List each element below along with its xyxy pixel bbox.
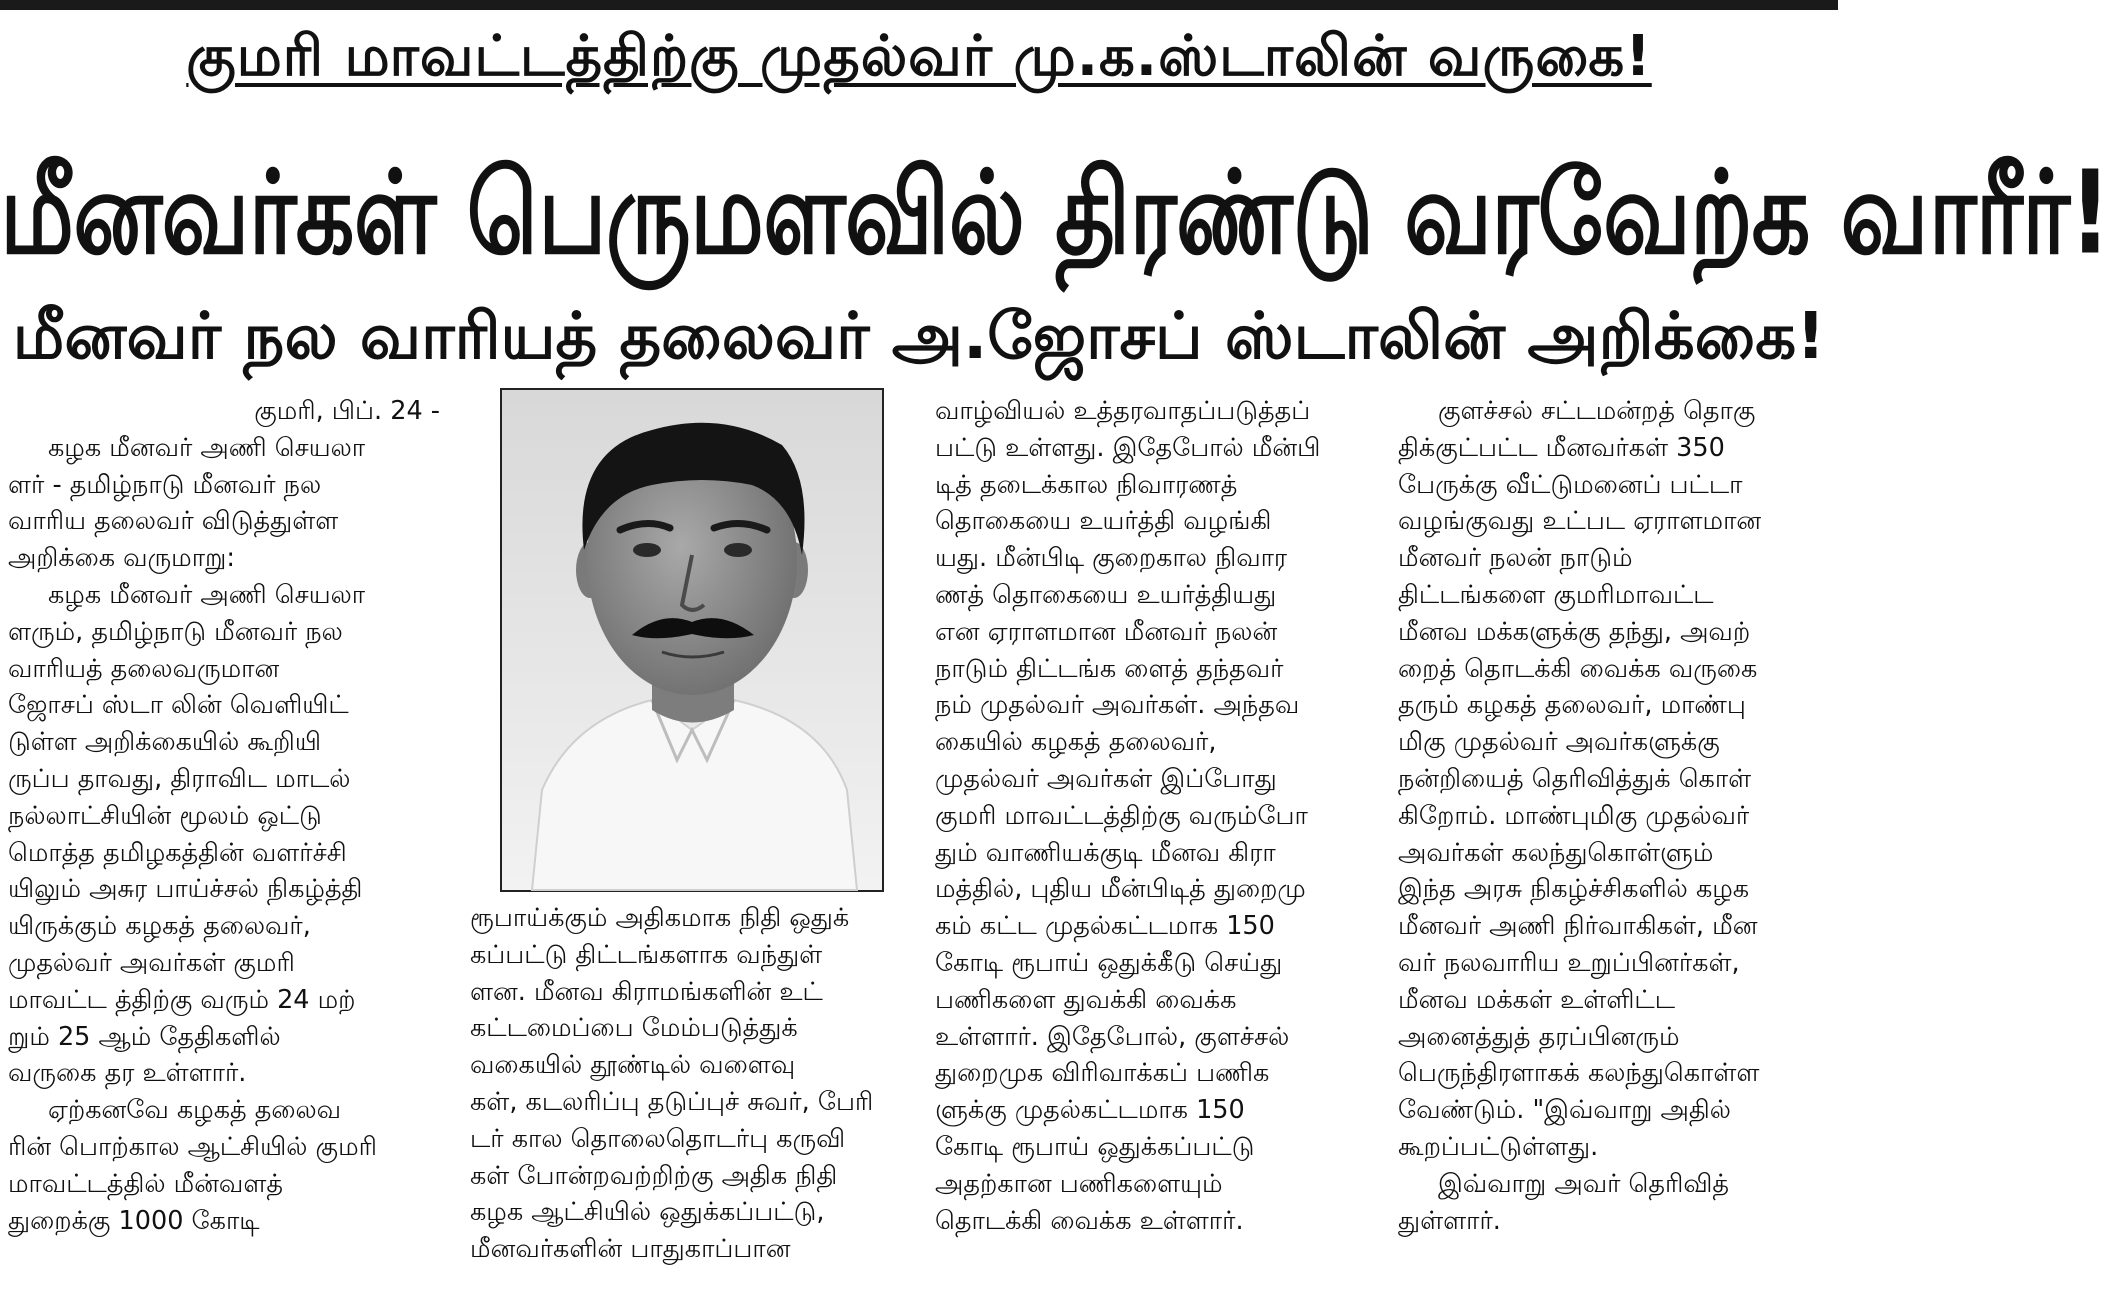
- portrait-photo: [500, 388, 884, 892]
- paragraph-line: கம் கட்ட முதல்கட்டமாக 150: [935, 911, 1275, 942]
- paragraph-line: மிகு முதல்வர் அவர்களுக்கு: [1398, 727, 1720, 758]
- dateline: குமரி, பிப். 24 -: [254, 396, 440, 426]
- paragraph-line: வர் நலவாரிய உறுப்பினர்கள்,: [1398, 947, 1740, 978]
- paragraph-line: உள்ளார். இதேபோல், குளச்சல்: [935, 1021, 1290, 1052]
- paragraph-line: தரும் கழகத் தலைவர், மாண்பு: [1398, 690, 1746, 721]
- article-column-3: [935, 393, 1375, 1239]
- paragraph-line: கூறப்பட்டுள்ளது.: [1398, 1131, 1599, 1162]
- paragraph-line: நன்றியைத் தெரிவித்துக் கொள்: [1398, 763, 1752, 794]
- paragraph-line: ரின் பொற்கால ஆட்சியில் குமரி: [8, 1131, 377, 1162]
- paragraph-line: ளர் - தமிழ்நாடு மீனவர் நல: [8, 469, 322, 500]
- paragraph-line: நாடும் திட்டங்க ளைத் தந்தவர்: [935, 653, 1284, 684]
- paragraph-line: மாவட்ட த்திற்கு வரும் 24 மற்: [8, 984, 356, 1015]
- paragraph-line: டுள்ள அறிக்கையில் கூறியி: [8, 727, 322, 758]
- paragraph-line: நம் முதல்வர் அவர்கள். அந்தவ: [935, 690, 1300, 721]
- paragraph-line: முதல்வர் அவர்கள் குமரி: [8, 947, 295, 978]
- paragraph-line: கட்டமைப்பை மேம்படுத்துக்: [470, 1013, 798, 1044]
- paragraph-line: தொடக்கி வைக்க உள்ளார்.: [935, 1205, 1244, 1236]
- paragraph-line: துள்ளார்.: [1398, 1205, 1501, 1236]
- paragraph-line: பட்டு உள்ளது. இதேபோல் மீன்பி: [935, 432, 1321, 463]
- sub-headline: மீனவர் நல வாரியத் தலைவர் அ.ஜோசப் ஸ்டாலின் அறிக்கை!: [12, 300, 1826, 374]
- paragraph-line: வாரியத் தலைவருமான: [8, 653, 280, 684]
- paragraph-line: அதற்கான பணிகளையும்: [935, 1168, 1223, 1199]
- paragraph-line: மொத்த தமிழகத்தின் வளர்ச்சி: [8, 837, 347, 868]
- paragraph-line: கப்பட்டு திட்டங்களாக வந்துள்: [470, 939, 823, 970]
- paragraph-line: கோடி ரூபாய் ஒதுக்கப்பட்டு: [935, 1131, 1255, 1162]
- paragraph-line: திக்குட்பட்ட மீனவர்கள் 350: [1398, 432, 1725, 463]
- paragraph-line: வருகை தர உள்ளார்.: [8, 1058, 247, 1089]
- paragraph-line: இவ்வாறு அவர் தெரிவித்: [1438, 1168, 1729, 1199]
- paragraph-line: வாரிய தலைவர் விடுத்துள்ள: [8, 506, 339, 537]
- paragraph-line: டித் தடைக்கால நிவாரணத்: [935, 469, 1238, 500]
- paragraph-line: வாழ்வியல் உத்தரவாதப்படுத்தப்: [935, 396, 1311, 426]
- paragraph-line: டர் கால தொலைதொடர்பு கருவி: [470, 1123, 846, 1154]
- paragraph-line: குளச்சல் சட்டமன்றத் தொகு: [1438, 396, 1756, 426]
- paragraph-line: கிறோம். மாண்புமிகு முதல்வர்: [1398, 800, 1750, 831]
- paragraph-line: வேண்டும். "இவ்வாறு அதில்: [1398, 1095, 1731, 1126]
- paragraph-line: மத்தில், புதிய மீன்பிடித் துறைமு: [935, 874, 1306, 905]
- paragraph-line: வகையில் தூண்டில் வளைவு: [470, 1050, 796, 1081]
- paragraph-line: யிருக்கும் கழகத் தலைவர்,: [8, 911, 311, 942]
- main-headline: மீனவர்கள் பெருமளவில் திரண்டு வரவேற்க வாரீர்!: [0, 146, 2110, 280]
- paragraph-line: இந்த அரசு நிகழ்ச்சிகளில் கழக: [1398, 874, 1750, 905]
- paragraph-line: கையில் கழகத் தலைவர்,: [935, 727, 1217, 758]
- paragraph-line: மீனவர் அணி நிர்வாகிகள், மீன: [1398, 911, 1758, 942]
- paragraph-line: கழக ஆட்சியில் ஒதுக்கப்பட்டு,: [470, 1197, 825, 1228]
- paragraph-line: யது. மீன்பிடி குறைகால நிவார: [935, 543, 1288, 574]
- paragraph-line: அவர்கள் கலந்துகொள்ளும்: [1398, 837, 1714, 868]
- paragraph-line: முதல்வர் அவர்கள் இப்போது: [935, 763, 1277, 794]
- paragraph-line: ணத் தொகையை உயர்த்தியது: [935, 579, 1277, 610]
- paragraph-line: ருப்ப தாவது, திராவிட மாடல்: [8, 763, 351, 794]
- paragraph-line: என ஏராளமான மீனவர் நலன்: [935, 616, 1278, 647]
- paragraph-line: யிலும் அசுர பாய்ச்சல் நிகழ்த்தி: [8, 874, 363, 905]
- paragraph-line: ஏற்கனவே கழகத் தலைவ: [48, 1095, 342, 1126]
- paragraph-line: கள், கடலரிப்பு தடுப்புச் சுவர், பேரி: [470, 1086, 874, 1117]
- top-rule: [0, 0, 1838, 10]
- article-column-2: [470, 900, 910, 1268]
- kicker-text: குமரி மாவட்டத்திற்கு முதல்வர் மு.க.ஸ்டாலின் வருகை!: [186, 24, 1652, 89]
- paragraph-line: ளரும், தமிழ்நாடு மீனவர் நல: [8, 616, 343, 647]
- paragraph-line: மீனவ மக்கள் உள்ளிட்ட: [1398, 984, 1676, 1015]
- paragraph-line: பெருந்திரளாகக் கலந்துகொள்ள: [1398, 1058, 1760, 1089]
- portrait-illustration: [502, 390, 882, 890]
- article-column-4: [1398, 393, 1830, 1239]
- paragraph-line: றைத் தொடக்கி வைக்க வருகை: [1398, 653, 1758, 684]
- paragraph-line: கழக மீனவர் அணி செயலா: [48, 579, 366, 610]
- paragraph-line: தும் வாணியக்குடி மீனவ கிரா: [935, 837, 1276, 868]
- paragraph-line: மீனவர் நலன் நாடும்: [1398, 543, 1633, 574]
- paragraph-line: குமரி மாவட்டத்திற்கு வரும்போ: [935, 800, 1308, 831]
- paragraph-line: றும் 25 ஆம் தேதிகளில்: [8, 1021, 281, 1052]
- paragraph-line: கள் போன்றவற்றிற்கு அதிக நிதி: [470, 1160, 838, 1191]
- paragraph-line: திட்டங்களை குமரிமாவட்ட: [1398, 579, 1714, 610]
- paragraph-line: ளன. மீனவ கிராமங்களின் உட்: [470, 976, 823, 1007]
- paragraph-line: துறைக்கு 1000 கோடி: [8, 1205, 260, 1236]
- paragraph-line: தொகையை உயர்த்தி வழங்கி: [935, 506, 1272, 537]
- paragraph-line: பணிகளை துவக்கி வைக்க: [935, 984, 1237, 1015]
- paragraph-line: துறைமுக விரிவாக்கப் பணிக: [935, 1058, 1270, 1089]
- paragraph-line: அறிக்கை வருமாறு:: [8, 543, 235, 574]
- paragraph-line: கழக மீனவர் அணி செயலா: [48, 432, 366, 463]
- paragraph-line: மீனவ மக்களுக்கு தந்து, அவற்: [1398, 616, 1751, 647]
- paragraph-line: ரூபாய்க்கும் அதிகமாக நிதி ஒதுக்: [470, 903, 850, 933]
- paragraph-line: நல்லாட்சியின் மூலம் ஒட்டு: [8, 800, 322, 831]
- kicker-headline: [0, 18, 1838, 96]
- paragraph-line: மீனவர்களின் பாதுகாப்பான: [470, 1234, 791, 1265]
- article-column-1: [8, 393, 440, 1239]
- paragraph-line: கோடி ரூபாய் ஒதுக்கீடு செய்து: [935, 947, 1283, 978]
- paragraph-line: மாவட்டத்தில் மீன்வளத்: [8, 1168, 283, 1199]
- paragraph-line: அனைத்துத் தரப்பினரும்: [1398, 1021, 1680, 1052]
- paragraph-line: ளுக்கு முதல்கட்டமாக 150: [935, 1095, 1245, 1126]
- paragraph-line: வழங்குவது உட்பட ஏராளமான: [1398, 506, 1762, 537]
- paragraph-line: ஜோசப் ஸ்டா லின் வெளியிட்: [8, 690, 349, 721]
- paragraph-line: பேருக்கு வீட்டுமனைப் பட்டா: [1398, 469, 1743, 500]
